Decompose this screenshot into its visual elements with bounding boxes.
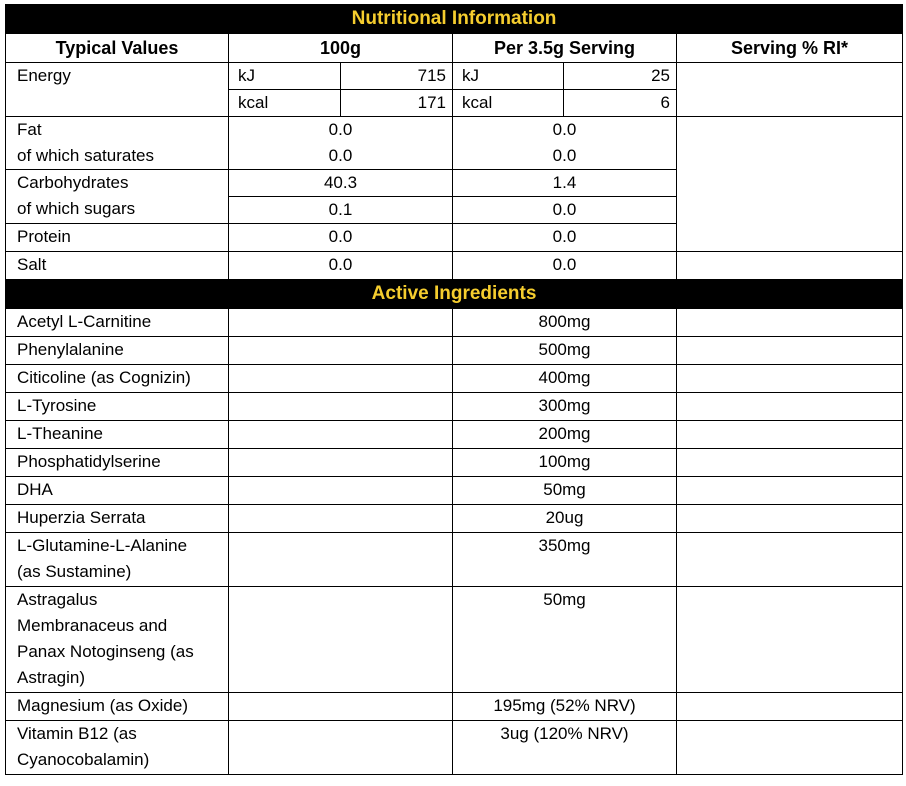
ingredient-amount: 400mg [453,365,677,393]
ingredient-ri-cell [677,533,903,587]
ingredient-ri-cell [677,505,903,533]
ingredient-name-line: (as Sustamine) [17,562,132,581]
salt-100g: 0.0 [229,252,453,280]
ingredient-ri-cell [677,309,903,337]
ingredient-amount: 350mg [453,533,677,587]
ingredient-name: Huperzia Serrata [6,505,229,533]
fat-100g-cell [229,117,453,170]
ingredient-row [6,421,903,449]
ingredient-100g-cell [229,337,453,365]
active-ingredients-list [6,309,903,775]
ingredient-name: Acetyl L-Carnitine [6,309,229,337]
ingredient-row [6,449,903,477]
ingredient-name-line: Membranaceus and [17,616,168,635]
ingredient-amount: 300mg [453,393,677,421]
serving-ri-header: Serving % RI* [677,34,903,63]
fat-label-cell [6,117,229,170]
energy-kj-100g: 715 [341,63,453,90]
sugars-serving: 0.0 [453,197,677,224]
energy-kj-unit-serving: kJ [453,63,564,90]
nutritional-information-banner: Nutritional Information [6,5,903,34]
macros-ri-cell [677,117,903,252]
sugars-label: of which sugars [17,199,136,218]
ingredient-100g-cell [229,449,453,477]
salt-label: Salt [6,252,229,280]
per-100g-header: 100g [229,34,453,63]
ingredient-100g-cell [229,393,453,421]
ingredient-ri-cell [677,337,903,365]
ingredient-100g-cell [229,477,453,505]
ingredient-amount: 200mg [453,421,677,449]
ingredient-100g-cell [229,505,453,533]
ingredient-name-line: L-Glutamine-L-Alanine [17,536,188,555]
ingredient-name-line: Astragin) [17,668,86,687]
salt-ri-cell [677,252,903,280]
fat-100g: 0.0 [328,120,353,139]
carbohydrates-serving: 1.4 [453,170,677,197]
ingredient-name-line: Vitamin B12 (as [17,724,137,743]
energy-ri-cell [677,63,903,117]
ingredient-amount: 500mg [453,337,677,365]
ingredient-row [6,309,903,337]
sugars-100g: 0.1 [229,197,453,224]
ingredient-name [6,587,229,693]
ingredient-name: L-Theanine [6,421,229,449]
ingredient-row [6,693,903,721]
protein-label: Protein [6,224,229,252]
ingredient-100g-cell [229,421,453,449]
ingredient-row [6,477,903,505]
ingredient-name [6,533,229,587]
saturates-label: of which saturates [17,146,155,165]
ingredient-ri-cell [677,693,903,721]
energy-label: Energy [6,63,229,117]
ingredient-100g-cell [229,533,453,587]
salt-row [6,252,903,280]
ingredient-ri-cell [677,721,903,775]
ingredient-ri-cell [677,421,903,449]
ingredient-100g-cell [229,309,453,337]
protein-100g: 0.0 [229,224,453,252]
energy-kcal-100g: 171 [341,90,453,117]
ingredient-name-line: Panax Notoginseng (as [17,642,194,661]
ingredient-amount: 195mg (52% NRV) [453,693,677,721]
ingredient-100g-cell [229,693,453,721]
ingredient-ri-cell [677,365,903,393]
energy-kcal-unit-100g: kcal [229,90,341,117]
ingredient-name-line: Astragalus [17,590,98,609]
ingredient-name: Phosphatidylserine [6,449,229,477]
nutrition-table [5,4,903,775]
ingredient-name: Citicoline (as Cognizin) [6,365,229,393]
fat-row [6,117,903,170]
carbohydrates-label-cell [6,170,229,224]
ingredient-name [6,721,229,775]
ingredient-row [6,365,903,393]
per-serving-header: Per 3.5g Serving [453,34,677,63]
ingredient-row [6,393,903,421]
ingredient-amount: 100mg [453,449,677,477]
ingredient-amount: 3ug (120% NRV) [453,721,677,775]
ingredient-row [6,587,903,693]
ingredient-ri-cell [677,393,903,421]
ingredient-100g-cell [229,365,453,393]
carbohydrates-label: Carbohydrates [17,173,129,192]
column-header-row [6,34,903,63]
ingredient-row [6,505,903,533]
energy-kj-serving: 25 [564,63,677,90]
ingredient-ri-cell [677,477,903,505]
ingredient-ri-cell [677,449,903,477]
carbohydrates-100g: 40.3 [229,170,453,197]
fat-serving-cell [453,117,677,170]
ingredient-name: DHA [6,477,229,505]
ingredient-name: Magnesium (as Oxide) [6,693,229,721]
ingredient-row [6,533,903,587]
active-ingredients-banner: Active Ingredients [6,280,903,309]
ingredient-100g-cell [229,587,453,693]
ingredient-amount: 20ug [453,505,677,533]
saturates-serving: 0.0 [552,146,577,165]
ingredient-row [6,337,903,365]
energy-kj-row [6,63,903,90]
ingredient-amount: 50mg [453,477,677,505]
energy-kcal-serving: 6 [564,90,677,117]
salt-serving: 0.0 [453,252,677,280]
ingredient-amount: 800mg [453,309,677,337]
protein-serving: 0.0 [453,224,677,252]
ingredient-ri-cell [677,587,903,693]
fat-label: Fat [17,120,42,139]
ingredient-name: L-Tyrosine [6,393,229,421]
ingredient-amount: 50mg [453,587,677,693]
typical-values-header: Typical Values [6,34,229,63]
ingredient-100g-cell [229,721,453,775]
ingredient-name-line: Cyanocobalamin) [17,750,150,769]
energy-kcal-unit-serving: kcal [453,90,564,117]
ingredient-row [6,721,903,775]
fat-serving: 0.0 [552,120,577,139]
saturates-100g: 0.0 [328,146,353,165]
ingredient-name: Phenylalanine [6,337,229,365]
energy-kj-unit-100g: kJ [229,63,341,90]
